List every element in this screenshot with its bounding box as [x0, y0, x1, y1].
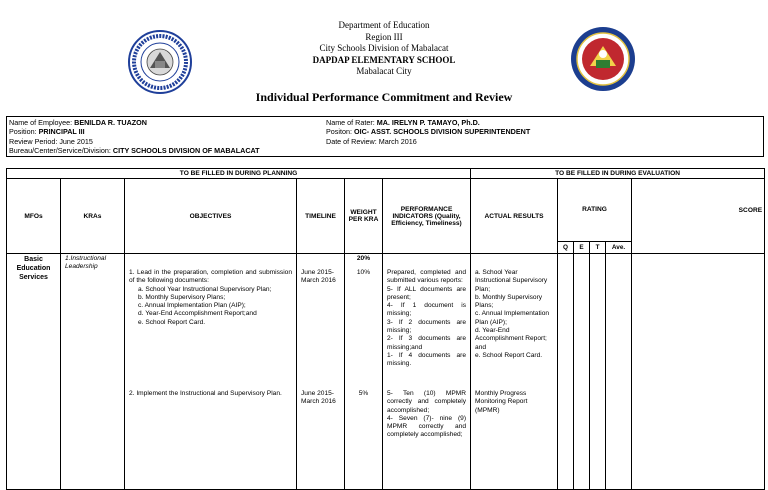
- planning-band: TO BE FILLED IN DURING PLANNING: [7, 169, 471, 179]
- rating-e-cell: [574, 254, 590, 490]
- col-mfos: MFOs: [7, 179, 61, 254]
- info-box: [6, 116, 764, 157]
- weight-1: 10%: [356, 269, 371, 276]
- objective-1-item: d. Year-End Accomplishment Report;and: [138, 310, 257, 318]
- letterhead: [0, 20, 768, 78]
- col-timeline: TIMELINE: [297, 179, 345, 254]
- header-division: City Schools Division of Mabalacat: [319, 43, 449, 53]
- position-label: Position:: [9, 127, 37, 137]
- col-weight: WEIGHT PER KRA: [345, 179, 383, 254]
- kra-weight: 20%: [356, 255, 371, 262]
- indicator-line: 2- If 3 documents are missing;and: [387, 335, 467, 351]
- actual-line: c. Annual Implementation Plan (AIP);: [475, 310, 550, 326]
- indicator-line: 1- If 4 documents are missing.: [387, 351, 467, 368]
- kra-text: 1.Instructional Leadership: [65, 255, 107, 271]
- actual-line: b. Monthly Supervisory Plans;: [475, 293, 543, 310]
- indicators-1: [387, 269, 466, 369]
- mfo-cell: [7, 254, 61, 490]
- rating-ave-cell: [606, 254, 632, 490]
- evaluation-band: TO BE FILLED IN DURING EVALUATION: [471, 169, 765, 179]
- objective-1: [129, 269, 292, 327]
- header-city: Mabalacat City: [356, 66, 412, 76]
- col-indicators: PERFORMANCE INDICATORS (Quality, Efficiency, Timeliness): [383, 179, 471, 254]
- rater-label: Name of Rater:: [326, 118, 375, 127]
- indicator-line: 4- Seven (7)- nine (9) MPMR correctly and completely accomplished;: [387, 414, 467, 439]
- indicator-line: 5- Ten (10) MPMR correctly and completely accomplished;: [387, 390, 467, 414]
- actual-line: d. Year-End Accomplishment Report; and: [475, 327, 547, 351]
- header-region: Region III: [365, 31, 403, 42]
- rater-position-label: Positon:: [326, 127, 352, 137]
- objective-1-item: b. Monthly Supervisory Plans;: [138, 293, 226, 301]
- col-ave: Ave.: [606, 241, 632, 253]
- review-date: Date of Review: March 2016: [326, 136, 417, 146]
- weight-cell: [345, 254, 383, 490]
- objective-1-item: e. School Report Card.: [138, 318, 206, 326]
- objective-1-item: c. Annual Implementation Plan (AIP);: [138, 302, 246, 310]
- col-q: Q: [558, 241, 574, 253]
- timeline-cell: [297, 254, 345, 490]
- objective-1-item: a. School Year Instructional Supervisory Plan;: [138, 285, 272, 293]
- position-value: PRINCIPAL III: [38, 127, 85, 137]
- ipcr-table: [6, 168, 765, 490]
- weight-2: 5%: [358, 390, 369, 397]
- bureau-value: CITY SCHOOLS DIVISION OF MABALACAT: [112, 145, 260, 155]
- col-e: E: [574, 241, 590, 253]
- timeline-2: June 2015- March 2016: [301, 390, 336, 406]
- header-department: Department of Education: [338, 20, 430, 30]
- rater-name: MA. IRELYN P. TAMAYO, Ph.D.: [376, 118, 480, 127]
- bureau-label: Bureau/Center/Service/Division:: [9, 145, 111, 155]
- employee-name: BENILDA R. TUAZON: [74, 118, 147, 127]
- rating-t-cell: [590, 254, 606, 490]
- indicators-cell: [383, 254, 471, 490]
- col-kras: KRAs: [61, 179, 125, 254]
- objective-1-lead: 1. Lead in the preparation, completion and submission of the following documents:: [129, 269, 292, 285]
- actual-line: e. School Report Card.: [475, 351, 543, 359]
- header-school-name: DAPDAP ELEMENTARY SCHOOL: [312, 54, 456, 65]
- actual-2: Monthly Progress Monitoring Report (MPMR): [475, 390, 528, 414]
- col-rating: RATING: [558, 179, 632, 242]
- rating-q-cell: [558, 254, 574, 490]
- objective-2: 2. Implement the Instructional and Supervisory Plan.: [129, 390, 282, 397]
- indicators-2: [387, 390, 466, 440]
- score-cell: [632, 254, 765, 490]
- actual-cell: [471, 254, 558, 490]
- review-period: Review Period: June 2015: [9, 136, 93, 146]
- actual-line: a. School Year Instructional Supervisory Plan;: [475, 269, 548, 293]
- indicator-line: Prepared, completed and submitted various reports:: [387, 269, 467, 285]
- document-title: Individual Performance Commitment and Review: [255, 90, 513, 104]
- indicator-line: 4- If 1 document is missing;: [387, 302, 467, 318]
- indicator-line: 3- If 2 documents are missing;: [387, 318, 467, 335]
- mfo-text: Basic Education Services: [16, 256, 51, 281]
- col-score: SCORE: [632, 179, 765, 254]
- kra-cell: [61, 254, 125, 490]
- rater-position: OIC- ASST. SCHOOLS DIVISION SUPERINTENDENT: [353, 127, 531, 137]
- col-objectives: OBJECTIVES: [125, 179, 297, 254]
- col-t: T: [590, 241, 606, 253]
- employee-label: Name of Employee:: [9, 118, 73, 127]
- timeline-1: June 2015- March 2016: [301, 269, 336, 285]
- actual-1: [475, 269, 553, 360]
- objectives-cell: [125, 254, 297, 490]
- col-actual: ACTUAL RESULTS: [471, 179, 558, 254]
- indicator-line: 5- If ALL documents are present;: [387, 285, 467, 301]
